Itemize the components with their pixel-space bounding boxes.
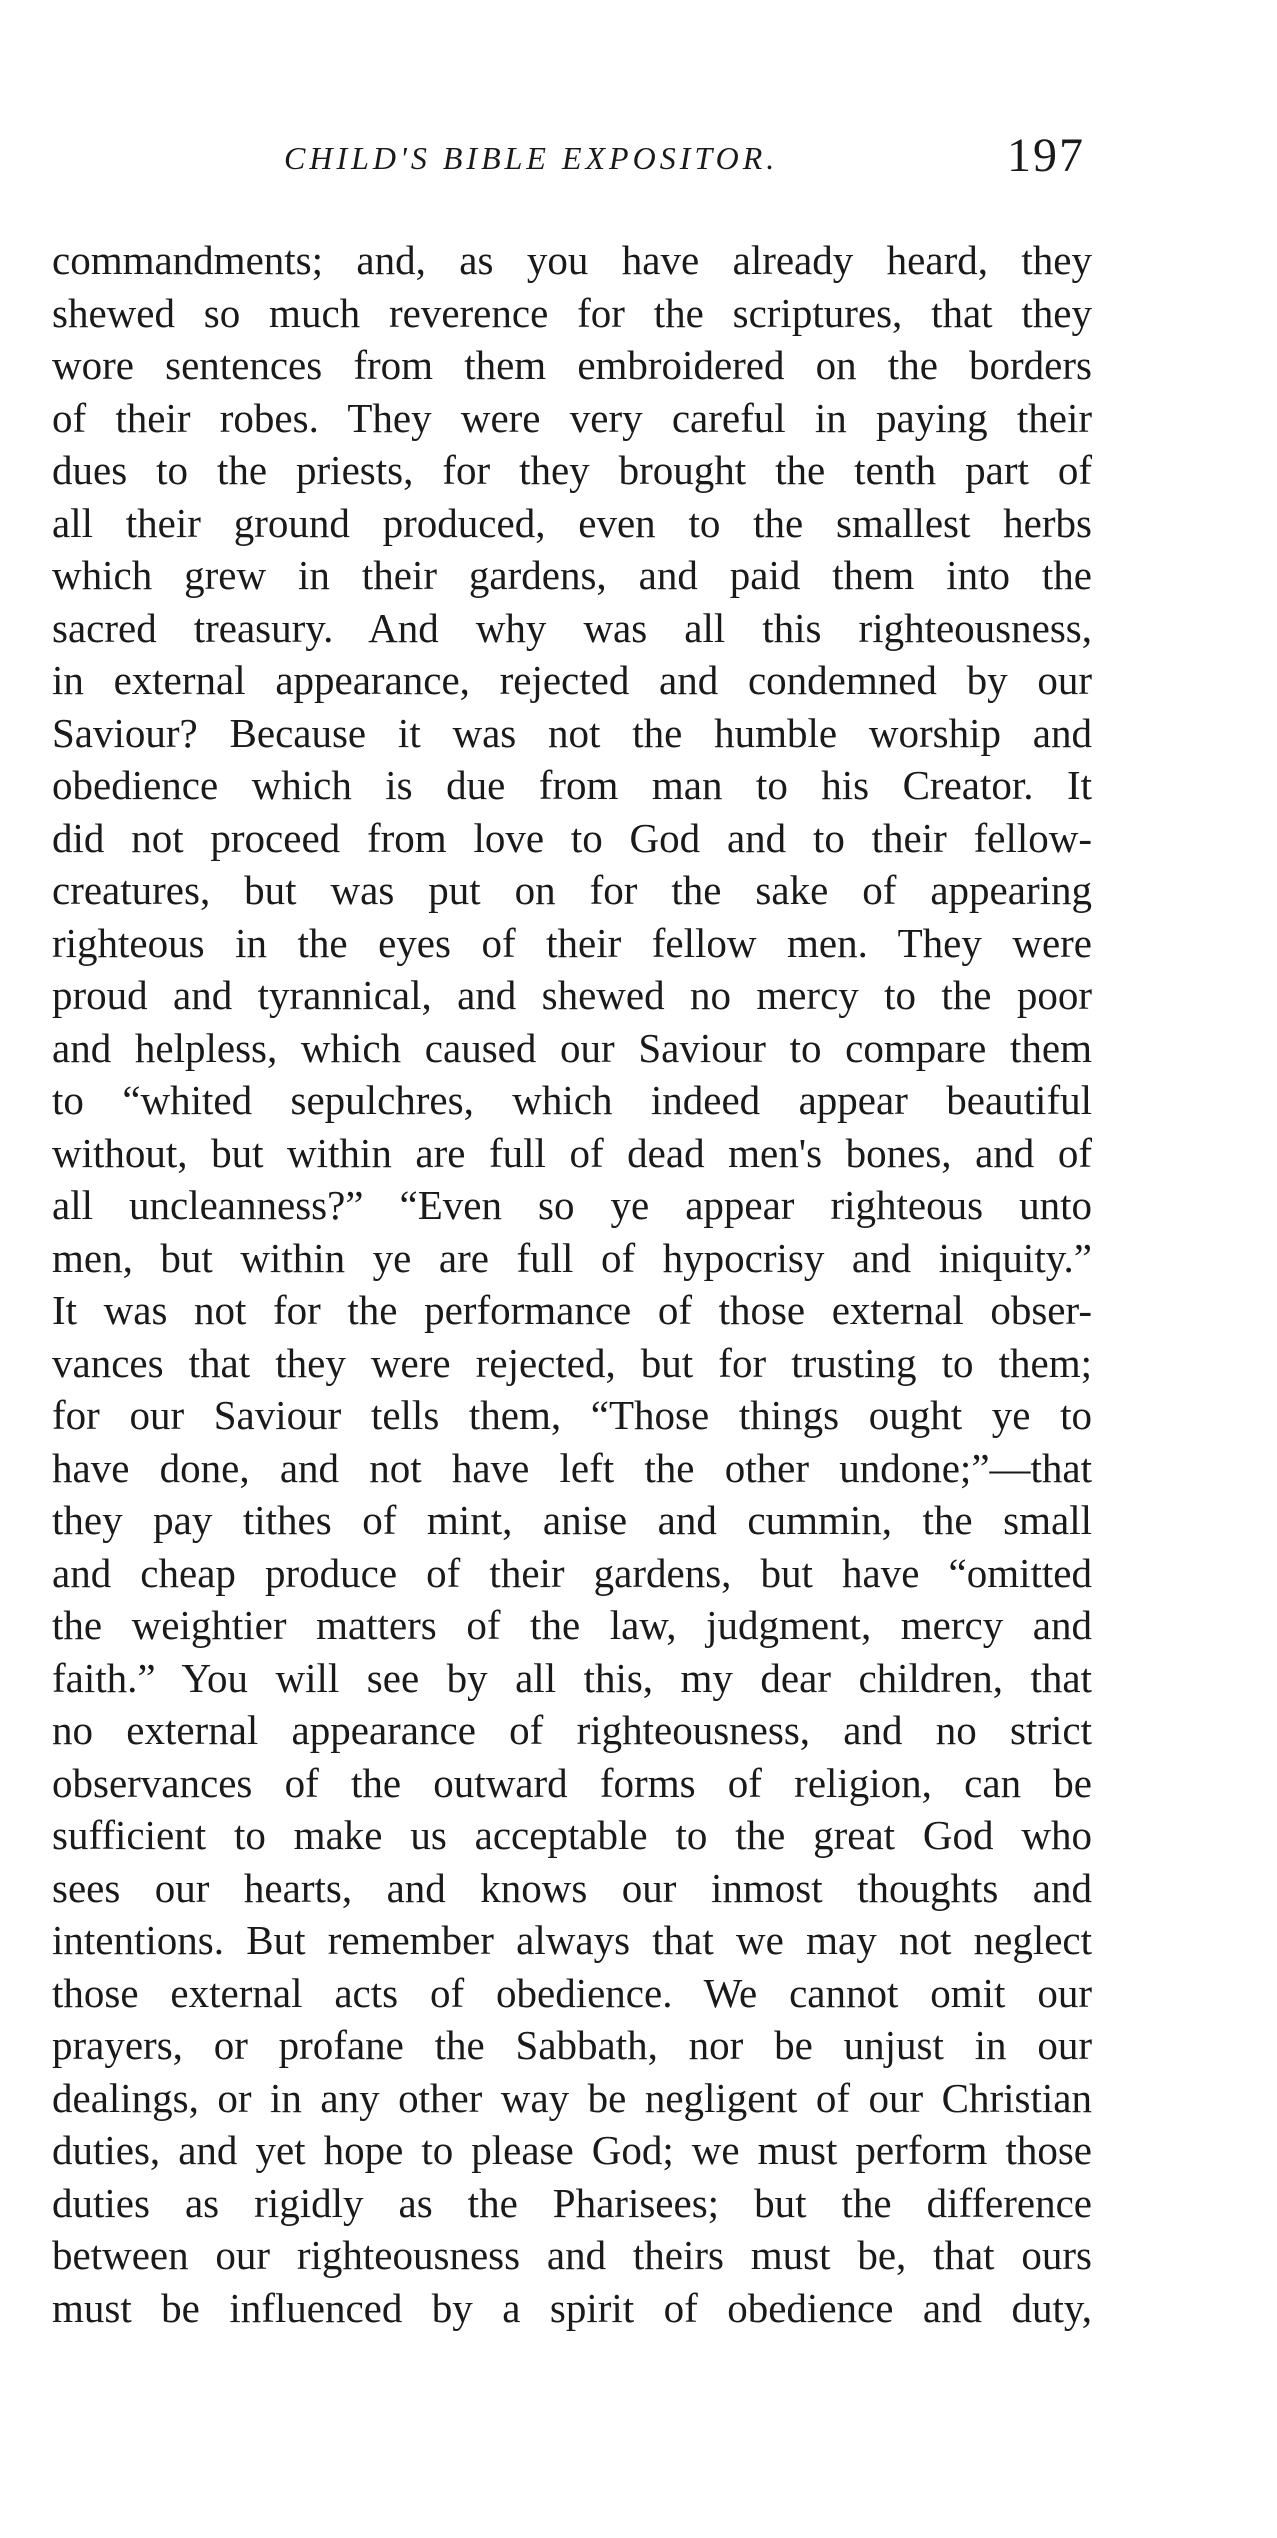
text-line: which grew in their gardens, and paid them into the: [52, 552, 1092, 598]
text-line: and helpless, which caused our Saviour to compare them: [52, 1024, 1092, 1071]
text-line: they pay tithes of mint, anise and cummin, the small: [52, 1497, 1092, 1543]
text-line: creatures, but was put on for the sake of appearing: [52, 867, 1092, 913]
text-line: without, but within are full of dead men's bones, and of: [52, 1129, 1092, 1176]
running-title: CHILD'S BIBLE EXPOSITOR.: [284, 140, 779, 176]
text-line: shewed so much reverence for the scriptures, that they: [52, 289, 1092, 336]
text-line: intentions. But remember always that we may not neglect: [52, 1917, 1092, 1963]
text-line: dues to the priests, for they brought the tenth part of: [52, 447, 1092, 493]
text-line: observances of the outward forms of religion, can be: [52, 1759, 1092, 1806]
body-text: [52, 234, 1092, 2334]
text-line: the weightier matters of the law, judgment, mercy and: [52, 1602, 1092, 1648]
text-line: prayers, or profane the Sabbath, nor be unjust in our: [52, 2022, 1092, 2068]
text-line: no external appearance of righteousness, and no strict: [52, 1707, 1092, 1753]
text-line: proud and tyrannical, and shewed no mercy to the poor: [52, 972, 1092, 1018]
text-line: sacred treasury. And why was all this righteousness,: [52, 604, 1092, 651]
text-line: It was not for the performance of those external obser-: [52, 1287, 1092, 1333]
text-line: duties, and yet hope to please God; we must perform those: [52, 2127, 1092, 2173]
text-line: between our righteousness and theirs must be, that ours: [52, 2232, 1092, 2278]
text-line: have done, and not have left the other undone;”—that: [52, 1444, 1092, 1491]
text-line: vances that they were rejected, but for trusting to them;: [52, 1339, 1092, 1386]
running-head: [52, 128, 1092, 188]
text-line: duties as rigidly as the Pharisees; but the difference: [52, 2179, 1092, 2226]
page-number: 197: [1007, 129, 1085, 182]
text-line: Saviour? Because it was not the humble worship and: [52, 709, 1092, 756]
text-line: dealings, or in any other way be negligent of our Christian: [52, 2074, 1092, 2121]
text-line: commandments; and, as you have already heard, they: [52, 237, 1092, 283]
text-line: in external appearance, rejected and condemned by our: [52, 657, 1092, 703]
text-line: for our Saviour tells them, “Those things ought ye to: [52, 1392, 1092, 1438]
text-line: those external acts of obedience. We cannot omit our: [52, 1969, 1092, 2016]
text-line: men, but within ye are full of hypocrisy and iniquity.”: [52, 1234, 1092, 1281]
text-line: obedience which is due from man to his Creator. It: [52, 762, 1092, 808]
text-line: and cheap produce of their gardens, but have “omitted: [52, 1549, 1092, 1596]
text-line: must be influenced by a spirit of obedience and duty,: [52, 2284, 1092, 2331]
text-line: all uncleanness?” “Even so ye appear righteous unto: [52, 1182, 1092, 1228]
text-line: sees our hearts, and knows our inmost thoughts and: [52, 1864, 1092, 1911]
text-line: wore sentences from them embroidered on the borders: [52, 342, 1092, 388]
text-line: of their robes. They were very careful in paying their: [52, 394, 1092, 441]
text-line: faith.” You will see by all this, my dear children, that: [52, 1654, 1092, 1701]
text-line: all their ground produced, even to the smallest herbs: [52, 499, 1092, 546]
text-line: righteous in the eyes of their fellow men. They were: [52, 919, 1092, 966]
text-line: did not proceed from love to God and to their fellow-: [52, 814, 1092, 861]
text-line: to “whited sepulchres, which indeed appear beautiful: [52, 1077, 1092, 1123]
text-line: sufficient to make us acceptable to the great God who: [52, 1812, 1092, 1858]
